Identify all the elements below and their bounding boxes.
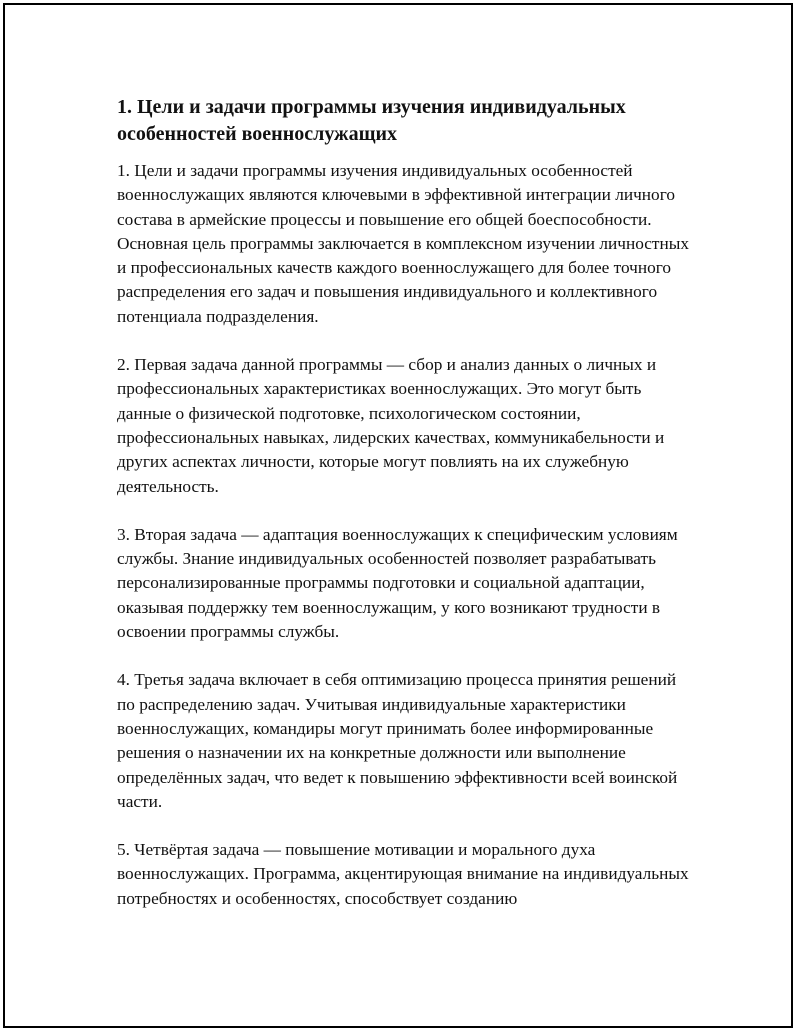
paragraph-2: 2. Первая задача данной программы — сбор и анализ данных о личных и профессиональных характеристиках военнослужащих. Это могут быть данные о физической подготовке, психологическом состоянии, профессиональных навыках, лидерских качествах, коммуникабельности и других аспектах личности, которые могут повлиять на их служебную деятельность. (117, 355, 665, 496)
paragraph-1: 1. Цели и задачи программы изучения индивидуальных особенностей военнослужащих являются ключевыми в эффективной интеграции личного состава в армейские процессы и повышение его общей боеспособности. Основная цель программы заключается в комплексном изучении личностных и профессиональных качеств каждого военнослужащего для более точного распределения его задач и повышения индивидуального и коллективного потенциала подразделения. (117, 161, 689, 326)
paragraph-4: 4. Третья задача включает в себя оптимизацию процесса принятия решений по распределению задач. Учитывая индивидуальные характеристики военнослужащих, командиры могут принимать более информированные решения о назначении их на конкретные должности или выполнение определённых задач, что ведет к повышению эффективности всей воинской части. (117, 670, 678, 811)
paragraph-5: 5. Четвёртая задача — повышение мотивации и морального духа военнослужащих. Программа, акцентирующая внимание на индивидуальных потребностях и особенностях, способствует созданию (117, 840, 689, 908)
document-body (117, 94, 692, 935)
section-heading: 1. Цели и задачи программы изучения индивидуальных особенностей военнослужащих (117, 96, 626, 145)
paragraph-3: 3. Вторая задача — адаптация военнослужащих к специфическим условиям службы. Знание индивидуальных особенностей позволяет разрабатывать персонализированные программы подготовки и социальной адаптации, оказывая поддержку тем военнослужащим, у кого возникают трудности в освоении программы службы. (117, 524, 678, 642)
